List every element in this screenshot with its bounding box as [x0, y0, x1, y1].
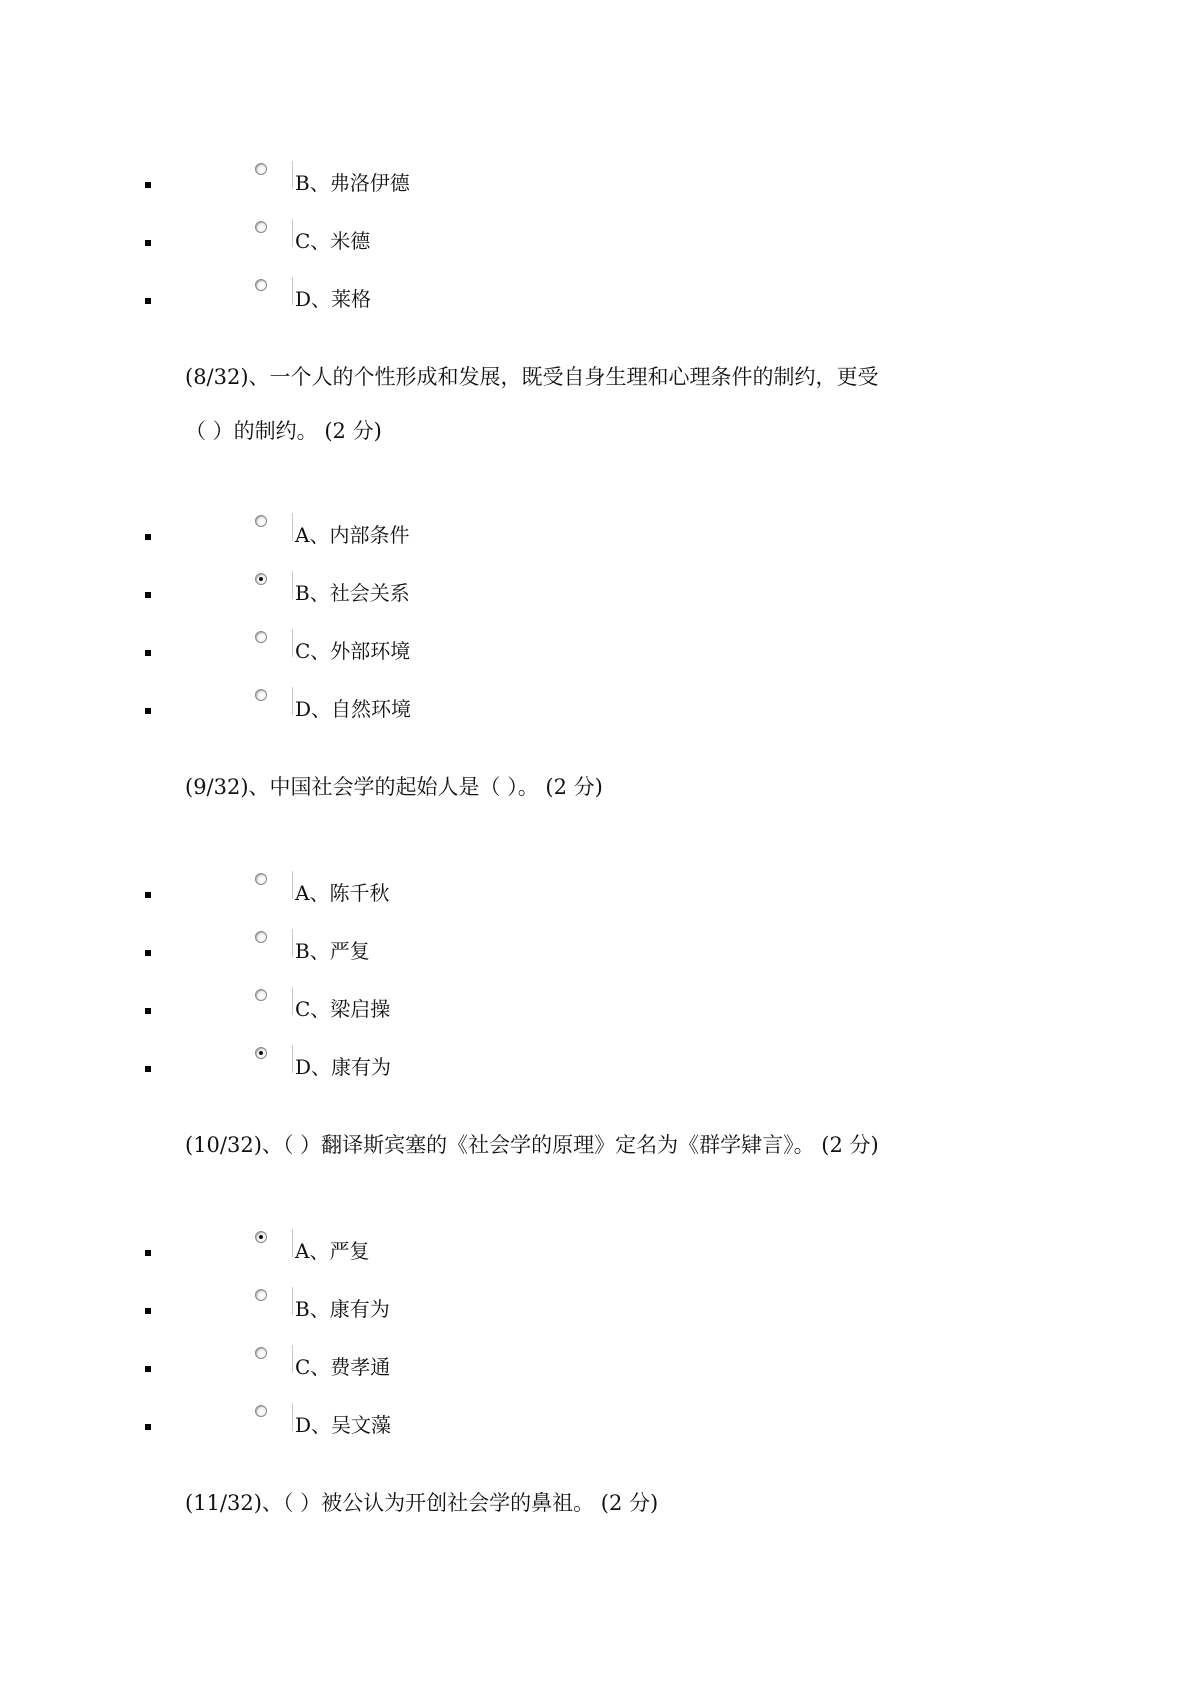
- bullet-icon: [145, 1250, 151, 1256]
- option-row[interactable]: [0, 1231, 1191, 1271]
- bullet-icon: [145, 892, 151, 898]
- separator: [292, 219, 293, 247]
- option-label: D、自然环境: [295, 697, 412, 721]
- option-label: C、米德: [295, 229, 371, 253]
- option-row[interactable]: [0, 163, 1191, 203]
- separator: [292, 513, 293, 541]
- option-row[interactable]: [0, 515, 1191, 555]
- separator: [292, 629, 293, 657]
- bullet-icon: [145, 1424, 151, 1430]
- bullet-icon: [145, 1308, 151, 1314]
- separator: [292, 1045, 293, 1073]
- option-label: C、外部环境: [295, 639, 411, 663]
- option-row[interactable]: [0, 1289, 1191, 1329]
- option-row[interactable]: [0, 873, 1191, 913]
- separator: [292, 929, 293, 957]
- option-row[interactable]: [0, 1405, 1191, 1445]
- radio-button[interactable]: [255, 279, 267, 291]
- radio-button[interactable]: [255, 689, 267, 701]
- option-row[interactable]: [0, 931, 1191, 971]
- bullet-icon: [145, 650, 151, 656]
- bullet-icon: [145, 298, 151, 304]
- bullet-icon: [145, 182, 151, 188]
- separator: [292, 571, 293, 599]
- question-text: (8/32)、一个人的个性形成和发展，既受自身生理和心理条件的制约，更受: [185, 365, 879, 389]
- separator: [292, 687, 293, 715]
- separator: [292, 277, 293, 305]
- bullet-icon: [145, 1066, 151, 1072]
- bullet-icon: [145, 950, 151, 956]
- question-text: (11/32)、（ ）被公认为开创社会学的鼻祖。 (2 分): [185, 1491, 659, 1515]
- option-label: A、陈千秋: [295, 881, 390, 905]
- bullet-icon: [145, 1366, 151, 1372]
- separator: [292, 987, 293, 1015]
- separator: [292, 871, 293, 899]
- radio-button-selected[interactable]: [255, 1047, 267, 1059]
- radio-button[interactable]: [255, 989, 267, 1001]
- radio-button[interactable]: [255, 1289, 267, 1301]
- radio-button[interactable]: [255, 221, 267, 233]
- option-label: B、社会关系: [295, 581, 410, 605]
- option-row[interactable]: [0, 1347, 1191, 1387]
- option-row[interactable]: [0, 1047, 1191, 1087]
- option-label: D、莱格: [295, 287, 372, 311]
- bullet-icon: [145, 534, 151, 540]
- option-row[interactable]: [0, 279, 1191, 319]
- radio-button[interactable]: [255, 163, 267, 175]
- question-text: (9/32)、中国社会学的起始人是（ ）。 (2 分): [185, 775, 603, 799]
- radio-button[interactable]: [255, 1405, 267, 1417]
- radio-button-selected[interactable]: [255, 1231, 267, 1243]
- option-row[interactable]: [0, 221, 1191, 261]
- bullet-icon: [145, 1008, 151, 1014]
- question-text: （ ）的制约。 (2 分): [185, 419, 382, 443]
- option-label: D、康有为: [295, 1055, 392, 1079]
- option-label: B、康有为: [295, 1297, 390, 1321]
- option-label: B、严复: [295, 939, 370, 963]
- option-label: C、梁启操: [295, 997, 391, 1021]
- option-label: A、内部条件: [295, 523, 410, 547]
- option-label: A、严复: [295, 1239, 370, 1263]
- radio-button[interactable]: [255, 931, 267, 943]
- bullet-icon: [145, 240, 151, 246]
- radio-button-selected[interactable]: [255, 573, 267, 585]
- question-text: (10/32)、（ ）翻译斯宾塞的《社会学的原理》定名为《群学肄言》。 (2 分): [185, 1133, 879, 1157]
- separator: [292, 1287, 293, 1315]
- separator: [292, 161, 293, 189]
- separator: [292, 1403, 293, 1431]
- radio-button[interactable]: [255, 873, 267, 885]
- bullet-icon: [145, 592, 151, 598]
- option-row[interactable]: [0, 989, 1191, 1029]
- option-row[interactable]: [0, 631, 1191, 671]
- separator: [292, 1229, 293, 1257]
- radio-button[interactable]: [255, 1347, 267, 1359]
- separator: [292, 1345, 293, 1373]
- radio-button[interactable]: [255, 515, 267, 527]
- option-row[interactable]: [0, 573, 1191, 613]
- bullet-icon: [145, 708, 151, 714]
- option-label: B、弗洛伊德: [295, 171, 410, 195]
- option-row[interactable]: [0, 689, 1191, 729]
- option-label: C、费孝通: [295, 1355, 391, 1379]
- option-label: D、吴文藻: [295, 1413, 392, 1437]
- radio-button[interactable]: [255, 631, 267, 643]
